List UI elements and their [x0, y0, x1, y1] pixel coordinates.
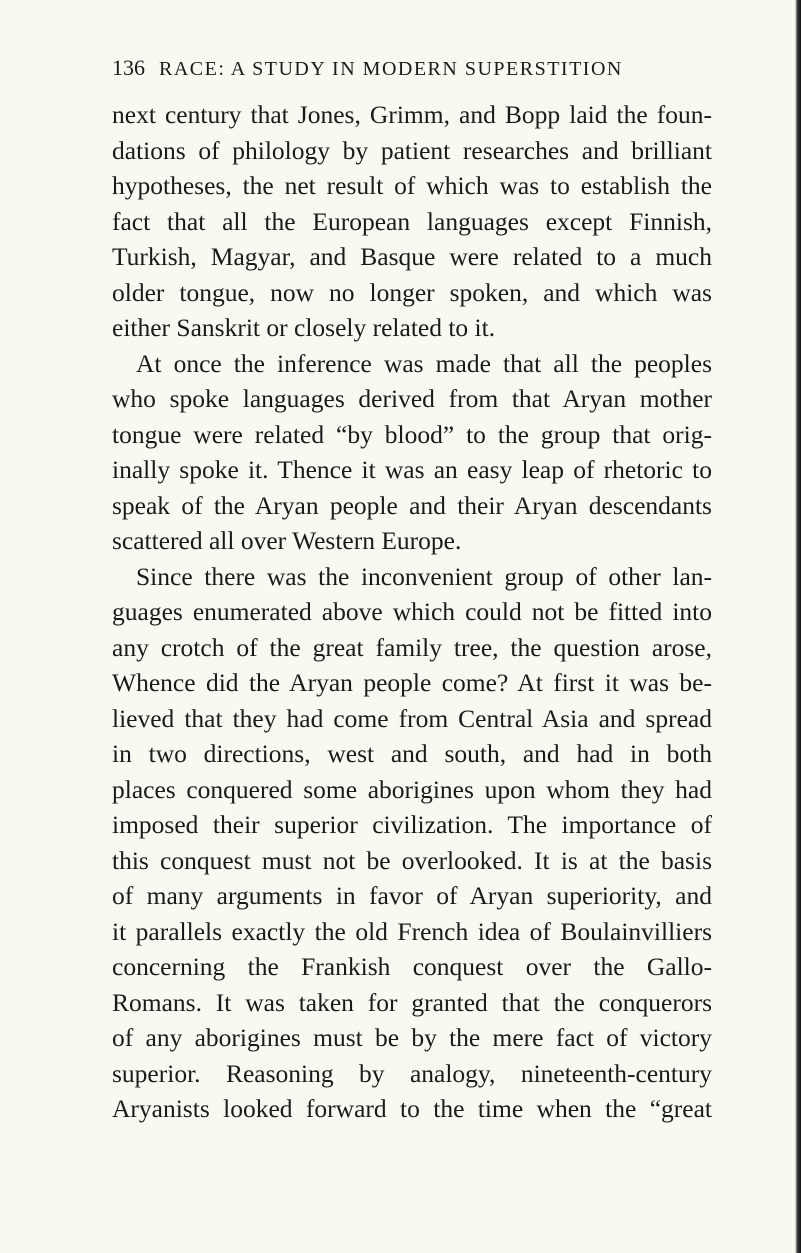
page-number: 136: [112, 55, 145, 80]
text-line: guages enumerated above which could not be fitted into: [112, 597, 712, 626]
text-line: hypotheses, the net result of which was to establish the: [112, 171, 712, 200]
text-line: places conquered some aborigines upon whom they had: [112, 774, 712, 804]
text-line: Aryanists looked forward to the time when the “great: [112, 1094, 712, 1123]
text-line: of many arguments in favor of Aryan superiority, and: [112, 881, 712, 910]
text-line: Since there was the inconvenient group of other lan-: [136, 561, 712, 591]
text-line: either Sanskrit or closely related to it.: [112, 313, 496, 342]
text-line: tongue were related “by blood” to the group that orig-: [112, 419, 712, 449]
text-line: older tongue, now no longer spoken, and which was: [112, 277, 712, 307]
text-line: this conquest must not be overlooked. It is at the basis: [112, 845, 712, 875]
text-line: Turkish, Magyar, and Basque were related to a much: [112, 242, 712, 271]
text-line: inally spoke it. Thence it was an easy leap of rhetoric to: [112, 455, 712, 484]
page-edge-shadow: [795, 0, 801, 1253]
text-line: lieved that they had come from Central Asia and spread: [112, 703, 712, 733]
text-line: dations of philology by patient researches and brilliant: [112, 135, 712, 165]
text-line: concerning the Frankish conquest over the Gallo-: [112, 952, 712, 981]
text-line: Romans. It was taken for granted that the conquerors: [112, 987, 712, 1017]
text-line: fact that all the European languages except Finnish,: [112, 206, 712, 236]
text-line: next century that Jones, Grimm, and Bopp laid the foun-: [112, 100, 712, 129]
running-header: [112, 55, 712, 81]
text-line: of any aborigines must be by the mere fact of victory: [112, 1023, 712, 1052]
text-line: any crotch of the great family tree, the question arose,: [112, 632, 712, 662]
text-line: it parallels exactly the old French idea of Boulainvilliers: [112, 916, 712, 946]
running-title: RACE: A STUDY IN MODERN SUPERSTITION: [159, 58, 623, 80]
text-line: speak of the Aryan people and their Aryan descendants: [112, 490, 712, 520]
text-line: Whence did the Aryan people come? At first it was be-: [112, 668, 712, 697]
text-line: in two directions, west and south, and had in both: [112, 739, 712, 768]
text-line: who spoke languages derived from that Aryan mother: [112, 384, 712, 413]
body-text: [112, 97, 712, 1127]
text-line: scattered all over Western Europe.: [112, 526, 462, 555]
text-line: At once the inference was made that all the peoples: [136, 348, 712, 378]
text-line: imposed their superior civilization. The importance of: [112, 810, 712, 839]
text-line: superior. Reasoning by analogy, nineteenth-century: [112, 1058, 712, 1088]
